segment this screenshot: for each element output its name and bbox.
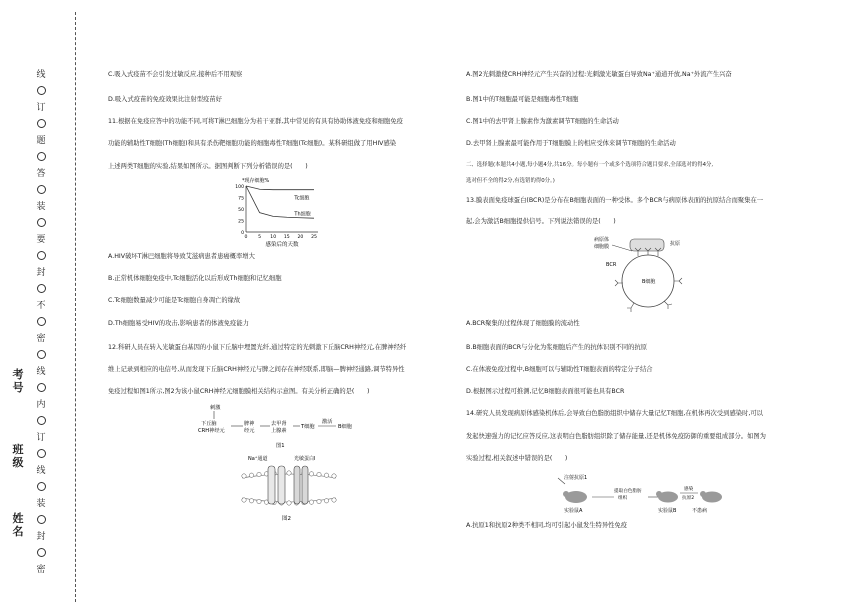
option-13c: C.在体液免疫过程中,B细胞可以与辅助性T细胞表面的特定分子结合 — [466, 366, 653, 373]
lipid-head — [309, 500, 313, 504]
bcell-pathogen-label: 病原体 — [594, 237, 610, 243]
fig1-b-cell: B细胞 — [338, 424, 352, 430]
fig1-spleen-neuron: 脾神 — [244, 421, 255, 427]
question-14-line3: 实验过程,相关叙述中错误的是( ) — [466, 455, 568, 462]
option-12d: D.去甲肾上腺素最可能作用于T细胞膜上的相应受体来调节T细胞的生命活动 — [466, 140, 676, 147]
binding-hole-icon — [37, 185, 46, 194]
question-12-line2: 维上记录到相应的电信号,从而发现下丘脑CRH神经元与脾之间存在神经联系,即脑—脾神经通路,调节特异性 — [108, 366, 405, 373]
binding-hole-icon — [37, 119, 46, 128]
figure-1-pathway — [198, 401, 368, 451]
binding-char: 答 — [36, 169, 46, 179]
binding-char: 线 — [36, 70, 46, 80]
binding-char: 封 — [36, 268, 46, 278]
binding-char: 密 — [36, 565, 46, 575]
lipid-head — [332, 474, 336, 478]
option-11d: D.Th细胞易受HIV的攻击,影响患者的体液免疫能力 — [108, 320, 249, 327]
chart-ytick-label: 75 — [238, 196, 244, 202]
binding-hole-icon — [37, 350, 46, 359]
binding-hole-icon — [37, 383, 46, 392]
option-14a: A.抗原1和抗原2种类不相同,均可引起小鼠发生特异性免疫 — [466, 522, 628, 529]
bcell-bcr-figure — [592, 233, 702, 315]
chart-xlabel: 感染后的天数 — [265, 242, 299, 248]
option-10d: D.吸入式疫苗的免疫效果比注射型疫苗好 — [108, 96, 222, 103]
chart-ytick-label: 0 — [241, 231, 244, 236]
mouse-no-disease-label: 不患病 — [692, 508, 708, 514]
question-11-line2: 功能的辅助性T细胞(Th细胞)和具有杀伤靶细胞功能的细胞毒性T细胞(Tc细胞)。某科研组做了用HIV感染 — [108, 140, 397, 147]
binding-hole-icon — [37, 482, 46, 491]
svg-text:上腺素: 上腺素 — [271, 428, 287, 434]
fig1-crh-neuron: CRH神经元 — [198, 428, 225, 434]
question-12-line3: 免疫过程如图1所示,图2为该小鼠CRH神经元细胞膜相关结构示意图。有关分析正确的是( ) — [108, 388, 370, 395]
binding-hole-icon — [37, 449, 46, 458]
option-12c: C.图1中的去甲肾上腺素作为激素调节T细胞的生命活动 — [466, 118, 619, 125]
chart-ylabel: *现存细胞% — [242, 178, 270, 184]
fig2-na-channel: Na⁺通道 — [248, 456, 268, 462]
series-label-th: Th细胞 — [294, 211, 311, 218]
lipid-head — [332, 498, 336, 502]
chart-xtick-label: 25 — [311, 235, 317, 240]
binding-char: 密 — [36, 334, 46, 344]
option-11a: A.HIV破坏T淋巴细胞将导致艾滋病患者患癌概率增大 — [108, 253, 255, 260]
exam-number-label: 考号 — [12, 368, 24, 394]
binding-char: 线 — [36, 466, 46, 476]
mouse-a-label: 实验鼠A — [564, 508, 583, 514]
binding-hole-icon — [37, 152, 46, 161]
fig1-caption: 图1 — [276, 443, 285, 449]
option-13a: A.BCR聚集的过程体现了细胞膜的流动性 — [466, 320, 580, 327]
chart-xtick-label: 5 — [258, 235, 262, 240]
question-14-line2: 发起快速强力的记忆应答反应,这表明白色脂肪组织除了储存能量,还是机体免疫防御的重要组成部分。如图为 — [466, 433, 766, 440]
lipid-head — [287, 471, 291, 475]
binding-hole-icon — [37, 218, 46, 227]
lipid-head — [242, 474, 246, 478]
lipid-head — [309, 472, 313, 476]
bcell-cell-label: B细胞 — [642, 279, 656, 285]
question-13-line2: 起,会为激活B细胞提供信号。下列说法错误的是( ) — [466, 218, 616, 225]
question-13-line1: 13.膜表面免疫球蛋白(BCR)是分布在B细胞表面的一种受体。多个BCR与病原体表面的抗原结合而聚集在一 — [466, 197, 764, 204]
chart-ytick-label: 50 — [238, 208, 244, 213]
series-line-tc — [246, 186, 314, 190]
lipid-head — [317, 472, 321, 476]
lipid-head — [317, 499, 321, 503]
fig1-norepinephrine: 去甲肾 — [271, 421, 287, 427]
question-11-line3: 上述两类T细胞的实验,结果如图所示。据图判断下列分析错误的是( ) — [108, 163, 308, 170]
option-12b: B.图1中的T细胞最可能是细胞毒性T细胞 — [466, 96, 579, 103]
binding-hole-icon — [37, 86, 46, 95]
hiv-infection-chart — [222, 174, 332, 248]
fig1-t-cell: T细胞 — [301, 424, 315, 430]
binding-char: 订 — [36, 433, 46, 443]
mouse-b-label: 实验鼠B — [658, 508, 677, 514]
svg-text:经元: 经元 — [244, 428, 255, 434]
option-11c: C.Tc细胞数量减少可能是Tc细胞自身凋亡的缘故 — [108, 297, 241, 304]
binding-hole-icon — [37, 548, 46, 557]
section-2-instructions-line1: 二、选择题(本题共4小题,每小题4分,共16分。每小题有一个或多个选项符合题目要求,全部选对的得4分, — [466, 162, 714, 168]
fig1-stimulus: 刺激 — [210, 405, 221, 411]
lipid-head — [249, 473, 253, 477]
fig1-activate: 激活 — [322, 419, 333, 425]
option-13b: B.B细胞表面的BCR与分化为浆细胞后产生的抗体识别不同的抗原 — [466, 344, 648, 351]
lipid-head — [257, 499, 261, 503]
question-14-line1: 14.研究人员发现病原体感染机体后,会导致白色脂肪组织中储存大量记忆T细胞,在机体再次受到感染时,可以 — [466, 410, 763, 417]
mouse-tissue-label-1: 提取白色脂肪 — [614, 489, 642, 494]
fig2-caption: 图2 — [282, 516, 291, 522]
chart-xtick-label: 20 — [297, 235, 304, 240]
lipid-head — [324, 499, 328, 503]
lipid-head — [242, 498, 246, 502]
binding-hole-icon — [37, 416, 46, 425]
binding-char: 要 — [36, 235, 46, 245]
name-label: 姓名 — [12, 512, 24, 538]
fig1-hypothalamus: 下丘脑 — [201, 421, 217, 427]
option-11b: B.正常机体细胞免疫中,Tc细胞活化以后形成Th细胞和记忆细胞 — [108, 275, 282, 282]
binding-char: 不 — [36, 301, 46, 311]
binding-dashed-line — [75, 12, 76, 602]
class-label: 班级 — [12, 443, 24, 469]
lipid-head — [324, 473, 328, 477]
option-12a: A.图2光刺激使CRH神经元产生兴奋的过程:光刺激光敏蛋白导致Na⁺通道开放,Na⁺外流产生兴奋 — [466, 71, 732, 78]
chart-xtick-label: 0 — [244, 235, 248, 240]
binding-char: 线 — [36, 367, 46, 377]
chart-ytick-label: 25 — [238, 219, 244, 225]
bcell-membrane-label: 细胞膜 — [594, 244, 610, 250]
mouse-antigen2-label: 抗原2 — [682, 496, 695, 501]
chart-ytick-label: 100 — [235, 185, 244, 190]
binding-hole-icon — [37, 251, 46, 260]
option-13d: D.根据图示过程可推测,记忆B细胞表面很可能也具有BCR — [466, 388, 625, 395]
mouse-tissue-label-2: 组织 — [618, 496, 628, 501]
chart-xtick-label: 15 — [283, 235, 290, 240]
series-label-tc: Tc细胞 — [294, 195, 310, 202]
section-2-instructions-line2: 选对但不全的得2分,有选错的得0分。) — [466, 178, 555, 184]
binding-char: 订 — [36, 103, 46, 113]
binding-char: 装 — [36, 202, 46, 212]
binding-char: 内 — [36, 400, 46, 410]
binding-hole-icon — [37, 284, 46, 293]
lipid-head — [257, 472, 261, 476]
lipid-head — [287, 501, 291, 505]
binding-char: 封 — [36, 532, 46, 542]
lipid-head — [249, 499, 253, 503]
mouse-experiment-figure — [548, 470, 728, 516]
figure-2-membrane — [234, 452, 344, 524]
option-10c: C.吸入式疫苗不会引发过敏反应,接种后不用观察 — [108, 71, 243, 78]
question-11-line1: 11.根据在免疫应答中的功能不同,可将T淋巴细胞分为若干亚群,其中常见的有具有协助体液免疫和细胞免疫 — [108, 118, 403, 125]
binding-hole-icon — [37, 317, 46, 326]
mouse-infect-label: 感染 — [684, 487, 694, 492]
question-12-line1: 12.科研人员在转入光敏蛋白基因的小鼠下丘脑中埋置光纤,通过特定的光刺激下丘脑CRH神经元,在脾神经纤 — [108, 344, 407, 351]
bcell-bcr-label: BCR — [606, 262, 617, 268]
mouse-inject-label: 注射抗原1 — [564, 475, 588, 481]
binding-char: 装 — [36, 499, 46, 509]
bcell-antigen-label: 抗原 — [670, 241, 681, 247]
binding-hole-icon — [37, 515, 46, 524]
binding-char: 题 — [36, 136, 46, 146]
chart-xtick-label: 10 — [270, 235, 277, 240]
fig2-opsin: 光敏蛋白I — [294, 456, 316, 462]
